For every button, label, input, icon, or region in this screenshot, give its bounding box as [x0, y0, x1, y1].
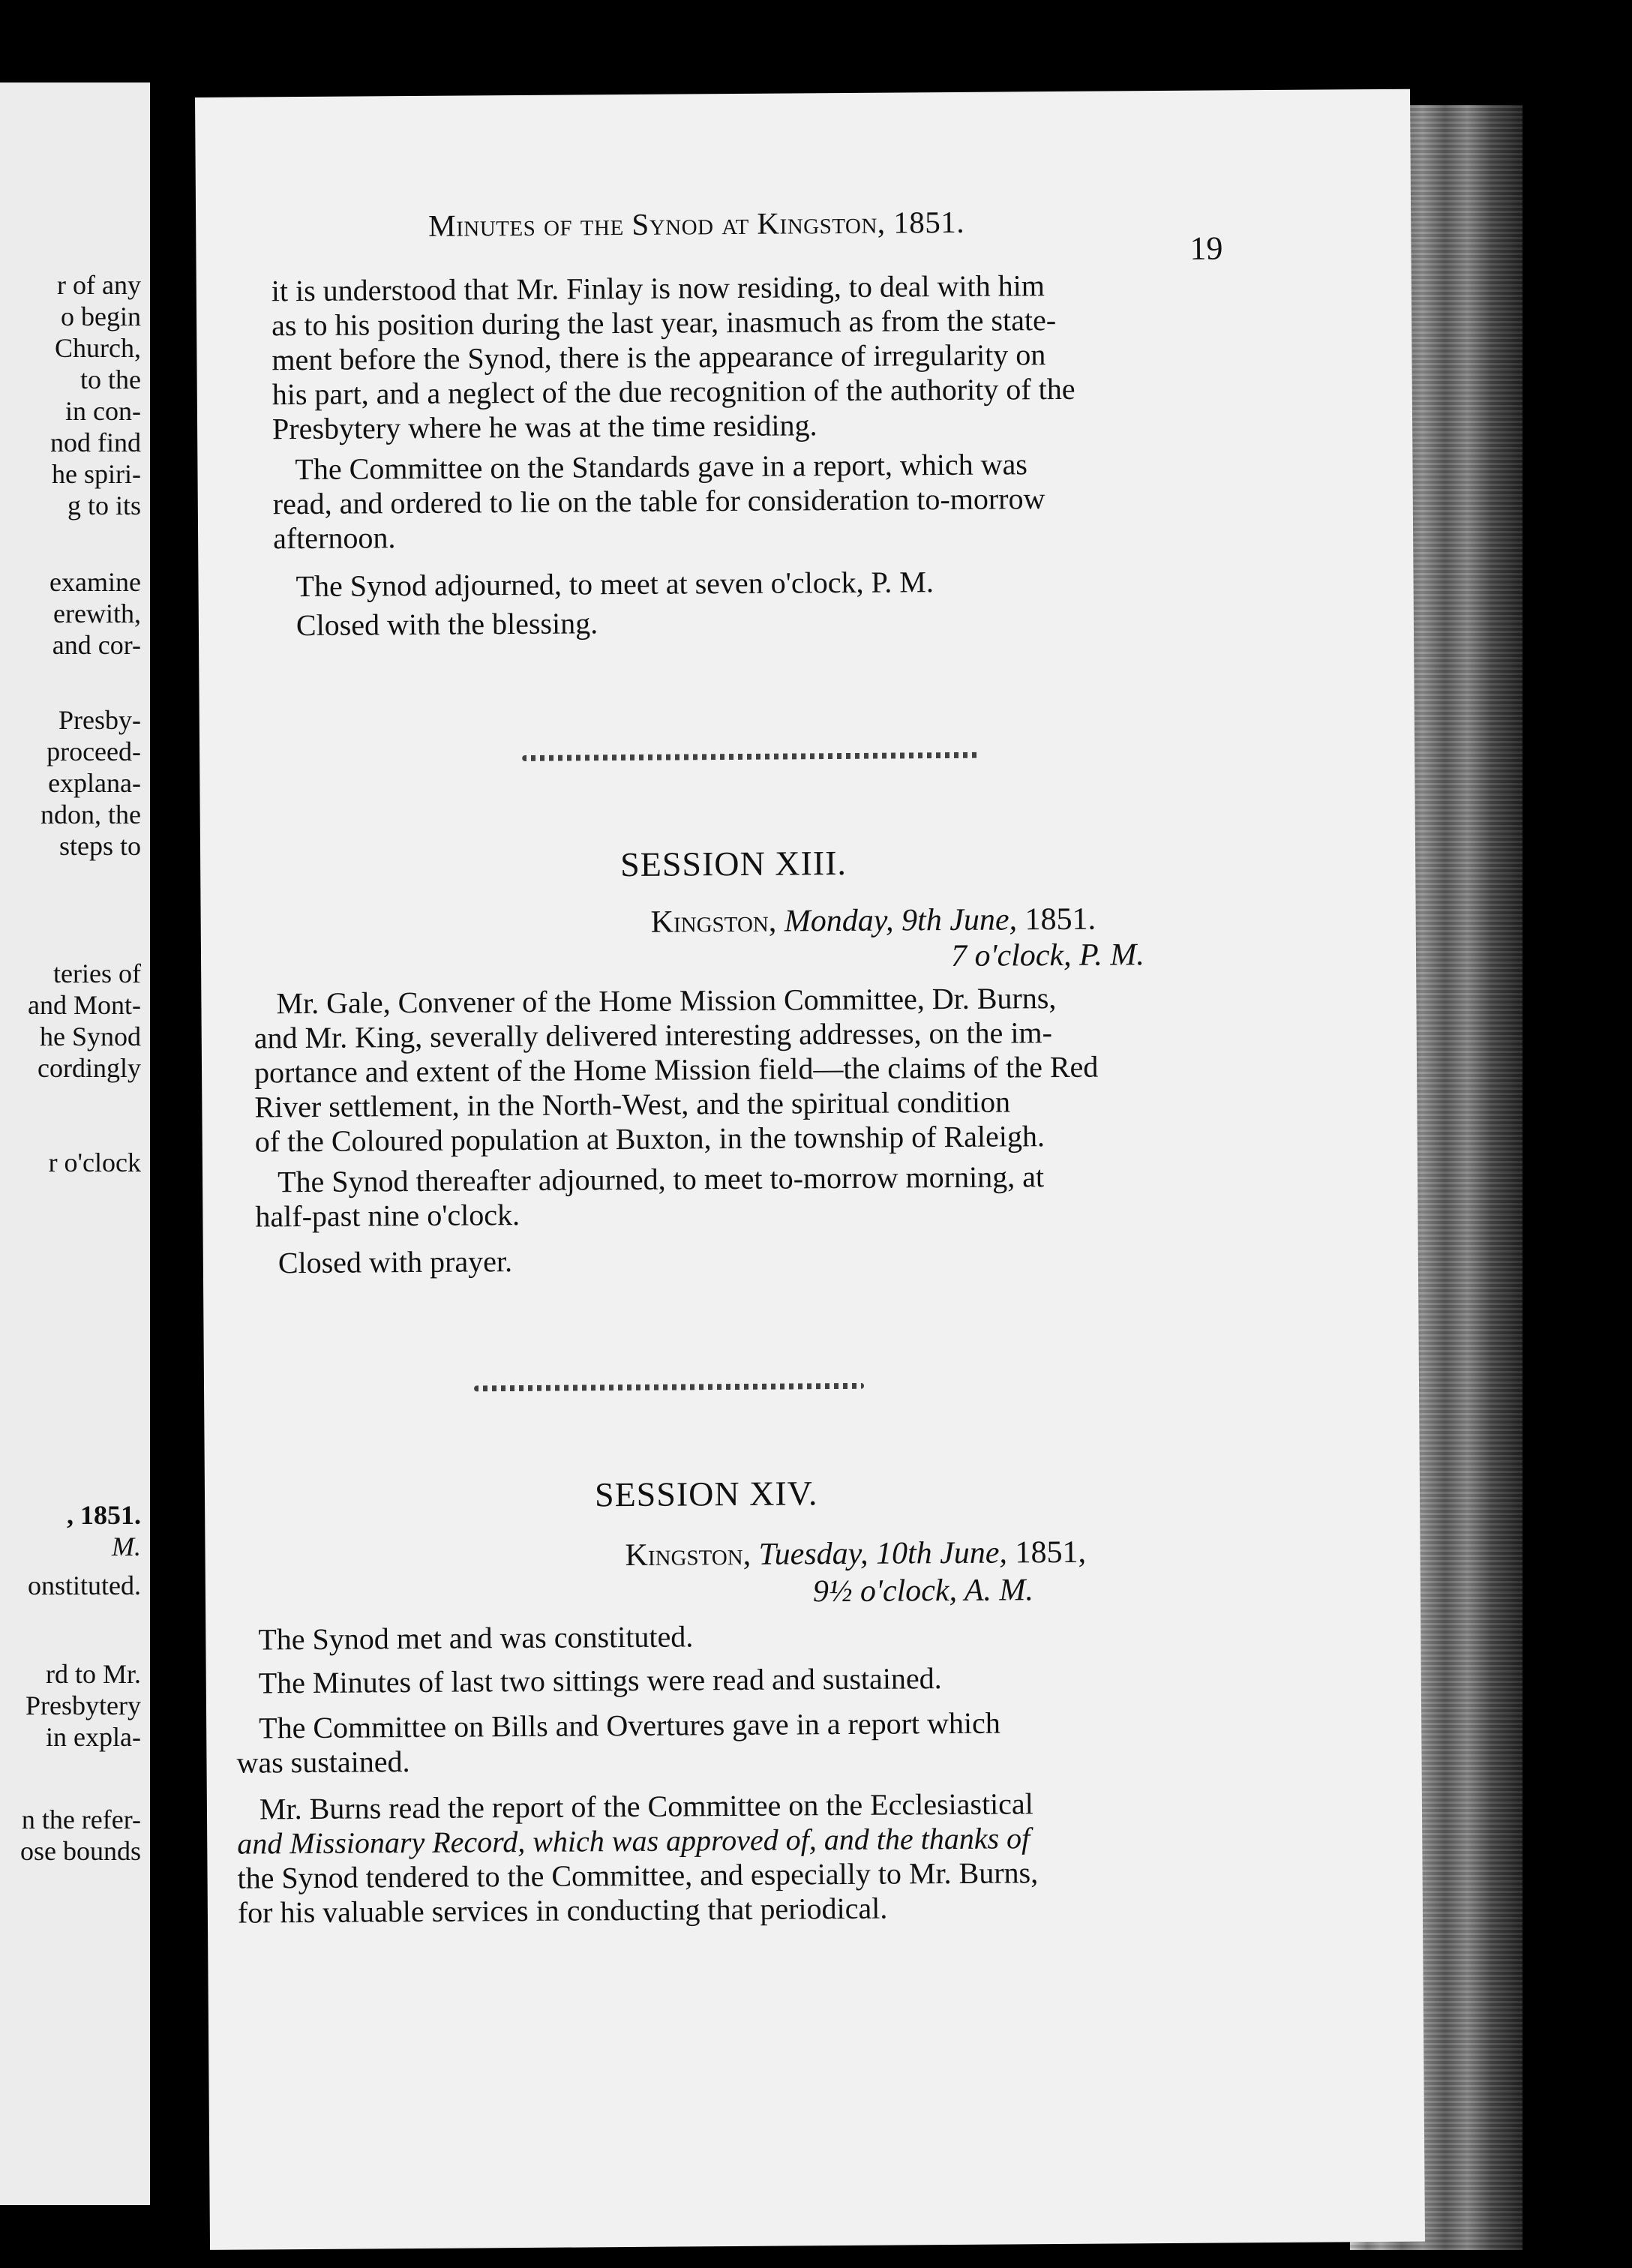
- facing-line: r o'clock: [48, 1148, 141, 1178]
- body-line: and Mr. King, severally delivered interesting addresses, on the im-: [254, 1016, 1053, 1055]
- body-line: as to his position during the last year, inasmuch as from the state-: [271, 302, 1057, 343]
- body-line: Presbytery where he was at the time residing.: [272, 408, 818, 446]
- session-year: 1851,: [1015, 1534, 1087, 1570]
- body-line: Mr. Burns read the report of the Committee on the Ecclesiastical: [259, 1786, 1034, 1826]
- facing-line: in con-: [65, 396, 141, 426]
- body-line: was sustained.: [236, 1744, 410, 1780]
- facing-line: he Synod: [40, 1022, 141, 1052]
- body-line: Mr. Gale, Convener of the Home Mission Committee, Dr. Burns,: [276, 981, 1057, 1021]
- section-divider: [474, 1383, 864, 1392]
- body-line: read, and ordered to lie on the table for consideration to-morrow: [272, 482, 1046, 521]
- session-heading: SESSION XIV.: [594, 1474, 818, 1514]
- facing-line: ose bounds: [20, 1836, 141, 1866]
- body-line: Closed with prayer.: [278, 1244, 513, 1280]
- session-dateline: [625, 1534, 1086, 1574]
- body-line: for his valuable services in conducting that periodical.: [237, 1891, 888, 1930]
- facing-line: r of any: [57, 270, 141, 300]
- page-number: 19: [1190, 230, 1223, 267]
- facing-line: examine: [50, 567, 141, 597]
- session-place: Kingston,: [650, 904, 777, 940]
- body-line: The Committee on the Standards gave in a report, which was: [295, 447, 1028, 487]
- body-line: The Minutes of last two sittings were read and sustained.: [258, 1661, 942, 1700]
- facing-line: g to its: [67, 490, 141, 520]
- session-dateline: [651, 902, 1096, 940]
- facing-line: onstituted.: [28, 1570, 141, 1600]
- body-line: half-past nine o'clock.: [255, 1198, 520, 1234]
- body-line: the Synod tendered to the Committee, and especially to Mr. Burns,: [237, 1856, 1039, 1895]
- body-line: portance and extent of the Home Mission field—the claims of the Red: [254, 1049, 1099, 1090]
- session-time: 7 o'clock, P. M.: [950, 938, 1144, 974]
- facing-line: n the refer-: [21, 1804, 141, 1834]
- book-gutter: [150, 90, 195, 2190]
- facing-line: teries of: [53, 958, 141, 988]
- facing-line: explana-: [48, 768, 141, 798]
- body-line: afternoon.: [272, 520, 396, 556]
- facing-line: steps to: [58, 831, 141, 861]
- body-line: The Committee on Bills and Overtures gave in a report which: [259, 1706, 1000, 1745]
- facing-line: , 1851.: [67, 1500, 141, 1530]
- session-date: Tuesday, 10th June,: [758, 1535, 1008, 1572]
- body-line: The Synod adjourned, to meet at seven o'clock, P. M.: [296, 565, 934, 604]
- section-divider: [522, 752, 980, 761]
- facing-line: o begin: [61, 302, 141, 332]
- facing-line: and cor-: [52, 630, 141, 660]
- facing-line: nod find: [50, 428, 141, 458]
- facing-line: to the: [80, 364, 141, 394]
- body-line: ment before the Synod, there is the appearance of irregularity on: [272, 338, 1046, 377]
- body-line: of the Coloured population at Buxton, in the township of Raleigh.: [254, 1119, 1046, 1159]
- body-line: and Missionary Record, which was approved of, and the thanks of: [237, 1821, 1030, 1861]
- session-heading: SESSION XIII.: [620, 843, 848, 884]
- session-year: 1851.: [1024, 902, 1096, 938]
- facing-line: Church,: [55, 333, 141, 363]
- facing-line: Presby-: [58, 705, 141, 735]
- session-date: Monday, 9th June,: [784, 902, 1018, 939]
- facing-line: Presbytery: [26, 1690, 141, 1720]
- facing-line: cordingly: [38, 1053, 141, 1083]
- facing-line: erewith,: [53, 598, 141, 628]
- session-place: Kingston,: [625, 1537, 752, 1574]
- facing-line: M.: [112, 1532, 141, 1562]
- session-time: 9½ o'clock, A. M.: [812, 1573, 1034, 1610]
- facing-line: rd to Mr.: [45, 1659, 141, 1689]
- facing-line: and Mont-: [28, 990, 141, 1020]
- body-line: it is understood that Mr. Finlay is now residing, to deal with him: [271, 268, 1045, 308]
- body-line: Closed with the blessing.: [296, 606, 598, 643]
- facing-page: [0, 82, 150, 2205]
- facing-line: in expla-: [46, 1722, 141, 1752]
- body-line: River settlement, in the North-West, and the spiritual condition: [254, 1084, 1011, 1124]
- body-line: The Synod thereafter adjourned, to meet to-morrow morning, at: [277, 1160, 1045, 1199]
- running-head: Minutes of the Synod at Kingston, 1851.: [428, 204, 965, 243]
- book-page: [195, 89, 1425, 2250]
- facing-line: he spiri-: [52, 459, 141, 489]
- body-line: his part, and a neglect of the due recognition of the authority of the: [272, 371, 1076, 412]
- body-line: The Synod met and was constituted.: [258, 1619, 694, 1657]
- facing-line: ndon, the: [40, 800, 141, 830]
- facing-line: proceed-: [46, 736, 141, 766]
